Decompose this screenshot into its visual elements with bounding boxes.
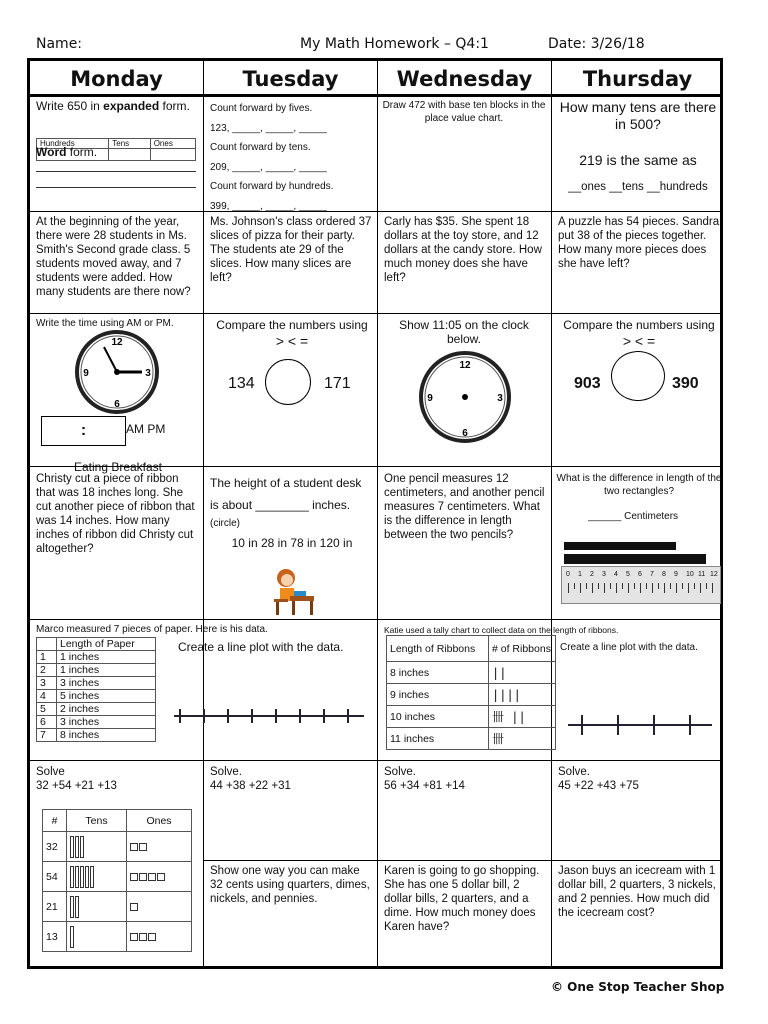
col-divider xyxy=(203,61,204,966)
katie-data-intro: Katie used a tally chart to collect data on the length of ribbons. xyxy=(384,625,619,635)
ruler-tick xyxy=(580,583,581,593)
table-header: Length of Paper xyxy=(57,638,156,651)
day-header-monday: Monday xyxy=(70,67,163,91)
ten-rod xyxy=(75,866,79,888)
table-row xyxy=(37,703,156,716)
ruler-tick xyxy=(622,583,623,589)
tens-ones-table xyxy=(42,809,192,952)
tuesday-solve xyxy=(210,765,374,793)
answer-blanks[interactable]: 123, _____, _____, _____ xyxy=(210,122,327,134)
table-cell: 21 xyxy=(43,892,67,922)
table-cell: 3 inches xyxy=(57,677,156,690)
text: Write 650 in xyxy=(36,99,104,113)
student-desk-icon xyxy=(268,566,318,616)
wednesday-money-problem: Karen is going to go shopping. She has one 5 dollar bill, 2 dollar bills, 2 quarters, and a dime. How much money does Karen have? xyxy=(384,865,540,933)
one-cube xyxy=(130,933,138,941)
compare-right-number: 390 xyxy=(672,375,699,392)
table-row xyxy=(387,706,556,728)
table-cell: 11 inches xyxy=(387,728,489,750)
table-header: Tens xyxy=(109,139,150,149)
thursday-tens-question: How many tens are there in 500? xyxy=(559,99,717,132)
ruler-tick xyxy=(688,583,689,593)
ruler-tick xyxy=(706,583,707,589)
text-bold: Word xyxy=(36,145,67,159)
monday-word-problem: At the beginning of the year, there were 28 students in Ms. Smith's Second grade class. 5 students moved away, and 7 students were added. How many students are there now? xyxy=(36,216,191,298)
prompt: Solve. xyxy=(558,766,590,778)
row-divider xyxy=(30,760,720,761)
ten-rod xyxy=(75,896,79,918)
tally-marks: 卌 || xyxy=(489,706,556,728)
tuesday-word-problem: Ms. Johnson's class ordered 37 slices of pizza for their party. The students ate 29 of the slices. How many slices are left? xyxy=(210,216,372,284)
svg-text:12: 12 xyxy=(111,337,123,348)
prompt: The height of a student desk xyxy=(210,476,362,490)
table-cell: 1 inches xyxy=(57,651,156,664)
one-cube xyxy=(130,903,138,911)
ten-rod xyxy=(70,926,74,948)
equation: 56 +34 +81 +14 xyxy=(384,780,465,792)
table-header: Ones xyxy=(150,139,195,149)
equation: 32 +54 +21 +13 xyxy=(36,780,117,792)
svg-text:12: 12 xyxy=(459,360,471,371)
day-header-thursday: Thursday xyxy=(582,67,693,91)
ruler-tick xyxy=(604,583,605,593)
ten-rod xyxy=(75,836,79,858)
row-divider xyxy=(30,619,720,620)
wednesday-clock-title: Show 11:05 on the clock below. xyxy=(399,318,529,346)
ruler-number: 5 xyxy=(626,571,630,578)
ruler-tick xyxy=(586,583,587,589)
monday-solve xyxy=(36,765,200,793)
tens-rods xyxy=(67,892,127,922)
monday-ribbon-problem: Christy cut a piece of ribbon that was 18 inches long. She cut another piece of ribbon that was 14 inches. How many inches of ribbon did Christy cut altogether? xyxy=(36,473,195,555)
table-cell: 3 xyxy=(37,677,57,690)
ten-rod xyxy=(80,866,84,888)
table-row xyxy=(37,664,156,677)
marco-data-intro: Marco measured 7 pieces of paper. Here is his data. xyxy=(36,624,268,635)
day-header-tuesday: Tuesday xyxy=(242,67,339,91)
clock-icon[interactable] xyxy=(418,350,512,444)
answer-blanks[interactable]: 209, _____, _____, _____ xyxy=(210,161,327,173)
table-row xyxy=(37,716,156,729)
table-row xyxy=(43,892,192,922)
centimeters-blank[interactable]: ______ Centimeters xyxy=(588,511,679,522)
svg-text:3: 3 xyxy=(145,368,151,379)
am-pm-choice[interactable]: AM PM xyxy=(126,422,166,436)
table-header: Length of Ribbons xyxy=(387,636,489,662)
ruler-tick xyxy=(628,583,629,593)
one-cube xyxy=(157,873,165,881)
col-divider xyxy=(377,61,378,966)
table-cell: 1 inches xyxy=(57,664,156,677)
height-choices[interactable]: 10 in 28 in 78 in 120 in xyxy=(231,536,353,550)
table-cell: 2 xyxy=(37,664,57,677)
table-cell: 3 inches xyxy=(57,716,156,729)
ruler-number-row xyxy=(562,571,722,583)
ruler-tick xyxy=(658,583,659,589)
row-divider xyxy=(30,313,720,314)
table-row xyxy=(43,862,192,892)
table-cell: 32 xyxy=(43,832,67,862)
thursday-same-as: 219 is the same as xyxy=(579,153,697,167)
thursday-word-problem: A puzzle has 54 pieces. Sandra put 38 of the pieces together. How many more pieces does she have left? xyxy=(558,216,720,270)
equation: 45 +22 +43 +75 xyxy=(558,780,639,792)
ten-rod xyxy=(80,836,84,858)
table-header: Tens xyxy=(67,810,127,832)
answer-line[interactable] xyxy=(36,187,196,188)
table-cell: 13 xyxy=(43,922,67,952)
tuesday-count-forward xyxy=(210,99,372,216)
compare-left-number: 903 xyxy=(574,375,601,392)
ruler-tick xyxy=(634,583,635,589)
ruler xyxy=(561,566,721,604)
ruler-tick xyxy=(598,583,599,589)
circle-instruction: (circle) xyxy=(210,518,240,529)
col-divider xyxy=(551,61,552,966)
monday-word-form xyxy=(36,145,196,159)
ruler-number: 0 xyxy=(566,571,570,578)
monday-time-title: Write the time using AM or PM. xyxy=(36,318,174,329)
table-row xyxy=(37,690,156,703)
table-row xyxy=(37,729,156,742)
table-row xyxy=(387,728,556,750)
comparison-circle[interactable] xyxy=(265,359,311,405)
ruler-tick xyxy=(568,583,569,593)
line-plot-axis[interactable] xyxy=(170,706,370,726)
ruler-tick xyxy=(712,583,713,593)
svg-text:9: 9 xyxy=(427,393,433,404)
equation: 44 +38 +22 +31 xyxy=(210,780,291,792)
ruler-tick xyxy=(652,583,653,593)
one-cube xyxy=(148,933,156,941)
ruler-tick xyxy=(700,583,701,593)
comparison-symbols: > < = xyxy=(275,334,309,348)
table-header: # xyxy=(43,810,67,832)
ruler-number: 2 xyxy=(590,571,594,578)
table-cell: 6 xyxy=(37,716,57,729)
prompt: Count forward by tens. xyxy=(210,142,311,153)
tuesday-coins-problem: Show one way you can make 32 cents using quarters, dimes, nickels, and pennies. xyxy=(210,865,370,905)
compare-right-number: 171 xyxy=(324,375,351,392)
tuesday-compare-title: Compare the numbers using xyxy=(216,318,368,332)
ruler-number: 11 xyxy=(698,571,706,578)
day-header-wednesday: Wednesday xyxy=(396,67,533,91)
one-cube xyxy=(139,843,147,851)
answer-line[interactable] xyxy=(36,171,196,172)
table-cell: 5 inches xyxy=(57,690,156,703)
text: form. xyxy=(159,99,190,113)
tally-marks: || xyxy=(489,662,556,684)
ruler-tick xyxy=(694,583,695,589)
prompt: Solve. xyxy=(384,766,416,778)
text: form. xyxy=(66,145,98,159)
line-plot-instruction: Create a line plot with the data. xyxy=(560,642,698,653)
ruler-number: 7 xyxy=(650,571,654,578)
ruler-tick-row xyxy=(562,583,722,597)
clock-icon xyxy=(74,329,160,415)
table-cell: 8 inches xyxy=(387,662,489,684)
ruler-number: 6 xyxy=(638,571,642,578)
monday-expanded-form xyxy=(36,99,198,113)
comparison-symbols: > < = xyxy=(622,334,656,348)
thursday-compare-title: Compare the numbers using xyxy=(563,318,715,332)
tens-rods xyxy=(67,832,127,862)
ruler-tick xyxy=(664,583,665,593)
one-cube xyxy=(139,933,147,941)
tally-marks: 卌 xyxy=(489,728,556,750)
ruler-tick xyxy=(646,583,647,589)
name-label: Name: xyxy=(36,36,83,52)
row-divider xyxy=(30,94,720,97)
ruler-tick xyxy=(610,583,611,589)
line-plot-instruction: Create a line plot with the data. xyxy=(178,640,344,654)
wednesday-base-ten: Draw 472 with base ten blocks in the place value chart. xyxy=(382,100,546,124)
thursday-place-value-blanks[interactable]: __ones __tens __hundreds xyxy=(568,181,708,193)
table-row xyxy=(387,662,556,684)
table-row xyxy=(37,677,156,690)
table-row xyxy=(43,922,192,952)
ten-rod xyxy=(70,866,74,888)
ruler-tick xyxy=(574,583,575,589)
thursday-solve xyxy=(558,765,720,793)
table-row xyxy=(37,651,156,664)
one-cube xyxy=(139,873,147,881)
line-plot-axis[interactable] xyxy=(566,713,716,737)
table-header: Hundreds xyxy=(37,139,109,149)
rectangle-short xyxy=(564,542,676,550)
ones-cubes xyxy=(127,892,192,922)
homework-grid xyxy=(27,58,723,969)
table-row xyxy=(387,684,556,706)
wednesday-pencil-problem: One pencil measures 12 centimeters, and another pencil measures 7 centimeters. What is the difference in length between the two pencils? xyxy=(384,473,545,541)
prompt: Count forward by fives. xyxy=(210,103,313,114)
ruler-number: 9 xyxy=(674,571,678,578)
ruler-number: 8 xyxy=(662,571,666,578)
ruler-number: 3 xyxy=(602,571,606,578)
svg-text:9: 9 xyxy=(83,368,89,379)
rectangle-long xyxy=(564,554,706,564)
ruler-tick xyxy=(592,583,593,593)
table-cell: 1 xyxy=(37,651,57,664)
answer-blank[interactable]: is about ________ inches. xyxy=(210,498,351,512)
page-title: My Math Homework – Q4:1 xyxy=(300,36,489,52)
prompt: Solve xyxy=(36,766,65,778)
date-label: Date: 3/26/18 xyxy=(548,36,645,52)
table-cell: 10 inches xyxy=(387,706,489,728)
table-cell: 7 xyxy=(37,729,57,742)
ruler-tick xyxy=(640,583,641,593)
table-cell: 5 xyxy=(37,703,57,716)
row-divider xyxy=(30,211,720,212)
paper-length-table xyxy=(36,637,156,742)
ribbon-tally-table xyxy=(386,635,556,750)
ruler-number: 4 xyxy=(614,571,618,578)
ruler-tick xyxy=(676,583,677,593)
prompt: Solve. xyxy=(210,766,242,778)
svg-text:6: 6 xyxy=(462,428,468,439)
table-header: # of Ribbons xyxy=(489,636,556,662)
footer-copyright: © One Stop Teacher Shop xyxy=(551,980,725,994)
ruler-number: 12 xyxy=(710,571,718,578)
one-cube xyxy=(130,873,138,881)
svg-text:3: 3 xyxy=(497,393,503,404)
ones-cubes xyxy=(127,862,192,892)
answer-blanks[interactable]: 399, _____, _____, _____ xyxy=(210,200,327,212)
wednesday-solve xyxy=(384,765,548,793)
ruler-number: 10 xyxy=(686,571,694,578)
one-cube xyxy=(148,873,156,881)
ruler-number: 1 xyxy=(578,571,582,578)
table-row xyxy=(43,832,192,862)
ruler-tick xyxy=(682,583,683,589)
tens-rods xyxy=(67,862,127,892)
svg-text:6: 6 xyxy=(114,399,120,410)
one-cube xyxy=(130,843,138,851)
compare-left-number: 134 xyxy=(228,375,255,392)
ruler-tick xyxy=(670,583,671,589)
table-cell: 54 xyxy=(43,862,67,892)
tens-rods xyxy=(67,922,127,952)
thursday-icecream-problem: Jason buys an icecream with 1 dollar bill, 2 quarters, 3 nickels, and 2 pennies. How much did the icecream cost? xyxy=(558,865,716,919)
table-header: Ones xyxy=(127,810,192,832)
table-cell: 4 xyxy=(37,690,57,703)
row-divider xyxy=(203,860,720,861)
time-answer-box[interactable]: : xyxy=(41,416,126,446)
ten-rod xyxy=(70,896,74,918)
clock-caption: Eating Breakfast xyxy=(73,460,163,474)
table-cell: 8 inches xyxy=(57,729,156,742)
thursday-rectangles-question: What is the difference in length of the two rectangles? xyxy=(556,473,722,497)
ones-cubes xyxy=(127,832,192,862)
tuesday-desk-height xyxy=(210,472,374,516)
comparison-circle[interactable] xyxy=(611,351,665,401)
tally-marks: |||| xyxy=(489,684,556,706)
text-bold: expanded xyxy=(103,99,160,113)
ten-rod xyxy=(70,836,74,858)
prompt: Count forward by hundreds. xyxy=(210,181,334,192)
table-cell: 2 inches xyxy=(57,703,156,716)
table-cell: 9 inches xyxy=(387,684,489,706)
ten-rod xyxy=(85,866,89,888)
wednesday-word-problem: Carly has $35. She spent 18 dollars at the toy store, and 12 dollars at the candy store. How much money does she have left? xyxy=(384,216,542,284)
ten-rod xyxy=(90,866,94,888)
ruler-tick xyxy=(616,583,617,593)
ones-cubes xyxy=(127,922,192,952)
